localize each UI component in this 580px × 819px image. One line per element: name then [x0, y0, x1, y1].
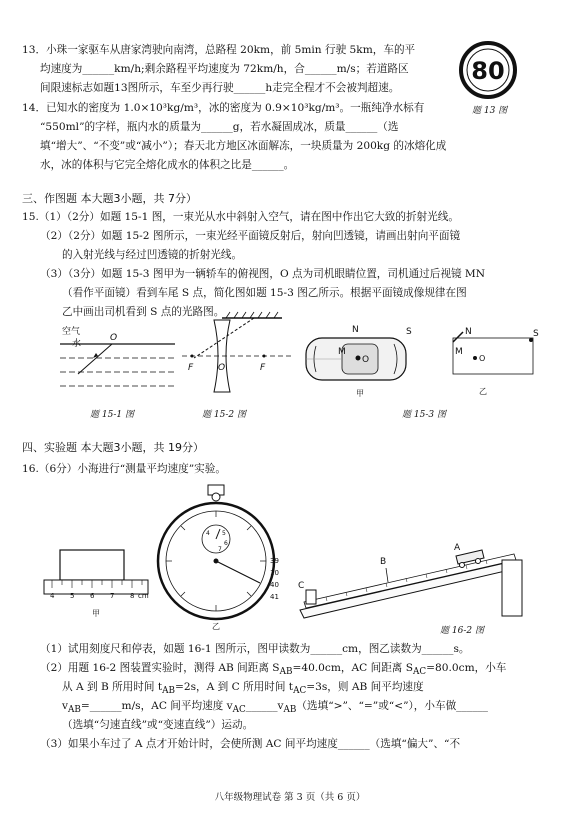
support-block: [502, 560, 522, 616]
incline-board: [300, 560, 518, 618]
label-m-car: M: [338, 347, 346, 357]
incline-ruler: [304, 554, 516, 608]
caption-15-3: 题 15-3 图: [402, 410, 446, 420]
dial-40: 40: [270, 581, 279, 589]
figure-15-2: [182, 310, 302, 400]
label-c: C: [298, 581, 305, 591]
label-s-car: S: [406, 327, 412, 337]
label-m-diagram: M: [455, 347, 463, 357]
incident-ray: [78, 344, 112, 374]
q13-caption: 题 13 图: [472, 106, 508, 116]
q16-intro: 16.（6分）小海进行“测量平均速度”实验。: [22, 463, 226, 475]
dial-41: 41: [270, 593, 279, 601]
label-s-diagram: S: [533, 329, 539, 339]
reflected-ray: [194, 318, 254, 358]
small-dial-6: 6: [224, 540, 228, 547]
dial-10: 10: [270, 569, 279, 577]
mirror-mn: [453, 332, 463, 342]
label-water: 水: [72, 339, 82, 349]
caption-15-1: 题 15-1 图: [90, 410, 134, 420]
q13-line-1: 13．小珠一家驱车从唐家湾驶向南湾，总路程 20km，前 5min 行驶 5km，车的平: [22, 44, 416, 56]
small-dial-7: 7: [218, 546, 222, 553]
ruler-tick-6: 6: [90, 592, 95, 600]
figure-16-1-stopwatch: [150, 483, 300, 633]
q16-part-2c: $v_{AB}=\_\_\_\_\_\_m/s$，AC 间平均速度 $v_{AC}\_\_\_\_\_\_v_{AB}$（选填“>”、“=”或“<”），小车做______: [62, 700, 488, 716]
q16-part-1: （1）试用刻度尺和停表，如题 16-1 图所示，图甲读数为______cm，图乙读数为______s。: [40, 643, 470, 655]
figure-15-3-diagram: [445, 322, 540, 398]
speed-limit-value: 80: [471, 57, 505, 85]
label-o-car: O: [362, 355, 370, 365]
caption-16-2: 题 16-2 图: [440, 626, 484, 636]
label-yi-15: 乙: [479, 387, 487, 396]
section-3-heading: 三、作图题 本大题3小题，共 7分）: [22, 192, 197, 205]
q16-part-3: （3）如果小车过了 A 点才开始计时，会使所测 AC 间平均速度______（选填“偏大”、“不: [40, 738, 461, 750]
q14-line-3: 填“增大”、“不变”或“减小”）；春天北方地区冰面解冻，一块质量为 200kg 的冰熔化成: [40, 140, 447, 152]
figure-16-2-incline: [296, 530, 528, 622]
label-f-right: F: [260, 363, 266, 373]
q14-line-2: “550ml”的字样，瓶内水的质量为______g，若水凝固成冰，质量______（选: [40, 121, 399, 133]
q15-line-2: （2）（2分）如题 15-2 图所示，一束光经平面镜反射后，射向凹透镜，请画出射向平面镜: [40, 230, 461, 242]
figure-16-1-ruler: [42, 540, 152, 620]
label-o-diagram: O: [479, 354, 486, 363]
q15-line-5: （看作平面镜）看到车尾 S 点，简化图如题 15-3 图乙所示。根据平面镜成像规律在图: [62, 287, 467, 299]
dial-39: 39: [270, 557, 279, 565]
small-dial-5: 5: [222, 530, 226, 537]
label-a: A: [454, 543, 461, 553]
q16-part-2d: （选填“匀速直线”或“变速直线”）运动。: [62, 719, 254, 731]
label-jia-16: 甲: [92, 609, 100, 618]
label-n-car: N: [352, 325, 359, 335]
q13-line-2: 均速度为______km/h;剩余路程平均速度为 72km/h，合______m/s；若道路区: [40, 63, 409, 75]
q15-line-4: （3）（3分）如题 15-3 图甲为一辆轿车的俯视图，O 点为司机眼睛位置，司机通过后视镜 MN: [40, 268, 486, 280]
section-4-heading: 四、实验题 本大题3小题，共 19分）: [22, 441, 204, 454]
label-air: 空气: [62, 327, 81, 337]
caption-15-2: 题 15-2 图: [202, 410, 246, 420]
ruler-tick-8: 8: [130, 592, 135, 600]
label-yi-16: 乙: [212, 622, 220, 631]
baffle-c: [306, 590, 316, 604]
ruler-tick-5: 5: [70, 592, 75, 600]
ruler-tick-7: 7: [110, 592, 115, 600]
label-b: B: [380, 557, 387, 567]
q14-line-1: 14．已知水的密度为 1.0×10³kg/m³，冰的密度为 0.9×10³kg/m³。一瓶纯净水标有: [22, 102, 425, 114]
figure-15-1: [60, 322, 180, 402]
q15-line-1: 15.（1）（2分）如题 15-1 图，一束光从水中斜射入空气，请在图中作出它大致的折射光线。: [22, 211, 459, 223]
q15-line-3: 的入射光线与经过凹透镜的折射光线。: [62, 249, 243, 261]
ruler-tick-4: 4: [50, 592, 55, 600]
label-n-diagram: N: [465, 327, 472, 337]
label-f-left: F: [188, 363, 194, 373]
q13-line-3: 间限速标志如题13图所示，车至少再行驶______h走完全程才不会被判超速。: [40, 82, 400, 94]
page-footer: 八年级物理试卷 第 3 页（共 6 页）: [214, 792, 366, 803]
label-jia-15: 甲: [356, 389, 364, 398]
ruler-unit: cm: [138, 592, 149, 600]
q16-part-2: （2）用题 16-2 图装置实验时，测得 AB 间距离 $S_{AB}=40.0cm$，AC 间距离 $S_{AC}=80.0cm$，小车: [40, 662, 507, 678]
q15-line-6: 乙中画出司机看到 S 点的光路图。: [62, 306, 225, 318]
label-o-lens: O: [218, 363, 226, 373]
label-o: O: [110, 333, 118, 343]
q16-part-2b: 从 A 到 B 所用时间 $t_{AB}=2s$，A 到 C 所用时间 $t_{AC}=3s$，则 AB 间平均速度: [62, 681, 424, 697]
small-dial-4: 4: [206, 530, 210, 537]
q14-line-4: 水，冰的体积与它完全熔化成水的体积之比是______。: [40, 159, 295, 171]
figure-15-3-car: [302, 320, 412, 400]
speed-limit-sign: [458, 40, 518, 100]
measured-block: [60, 550, 124, 580]
